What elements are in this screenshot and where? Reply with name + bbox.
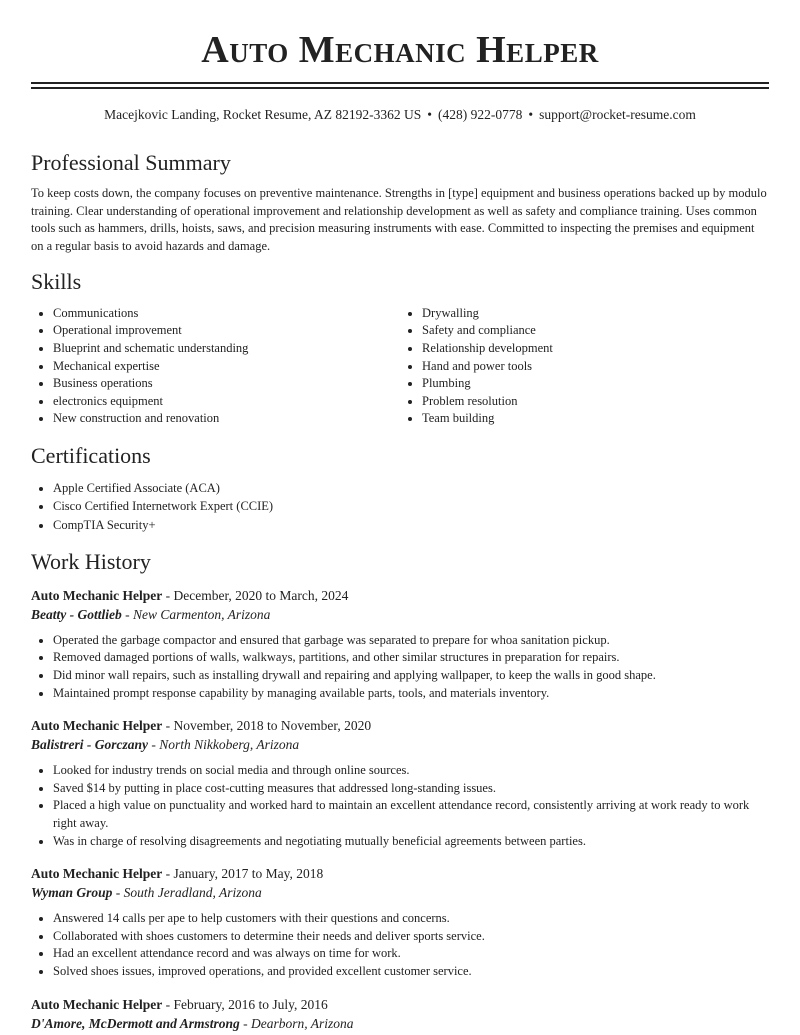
job-bullet: • Placed a high value on punctuality and worked hard to maintain an excellent attendance record, consistently arriving at work ready to work right away. — [53, 797, 769, 832]
summary-text: To keep costs down, the company focuses on preventive maintenance. Strengths in [type] equipment and business operations backed up by modulo training. Clear understanding of operational improvement and relationship development as well as safety and compliance training. Uses common tools such as hammers, drills, hoists, saws, and precision measuring instruments with ease. Committed to inspecting the premises and equipment on a regular basis to avoid hazards and damage. — [31, 186, 767, 254]
job-title-line — [31, 586, 769, 605]
work-history-heading: Work History — [31, 548, 151, 574]
job-bullet: • Maintained prompt response capability by managing available parts, tools, and materials inventory. — [53, 685, 769, 703]
skill-item: • Hand and power tools — [422, 358, 769, 376]
certifications-list — [31, 479, 769, 534]
job-bullets — [31, 762, 769, 850]
contact-email[interactable]: support@rocket-resume.com — [539, 107, 696, 122]
skill-item: • Blueprint and schematic understanding — [53, 340, 400, 358]
job-company-line — [31, 1014, 769, 1033]
job-entry — [31, 995, 769, 1033]
job-location: - Dearborn, Arizona — [239, 1015, 354, 1031]
job-bullet: • Removed damaged portions of walls, walkways, partitions, and other similar structures in preparation for repairs. — [53, 649, 769, 667]
job-dates: - February, 2016 to July, 2016 — [162, 996, 328, 1012]
skills-columns — [31, 305, 769, 428]
header-rule-bottom — [31, 87, 769, 89]
job-company-line — [31, 735, 769, 754]
skill-item: • Operational improvement — [53, 322, 400, 340]
job-bullets — [31, 632, 769, 702]
skill-item: • Team building — [422, 410, 769, 428]
job-entry — [31, 716, 769, 850]
job-entry — [31, 864, 769, 980]
job-dates: - December, 2020 to March, 2024 — [162, 587, 349, 603]
job-dates: - January, 2017 to May, 2018 — [162, 866, 324, 882]
job-location: - North Nikkoberg, Arizona — [148, 737, 300, 753]
job-company-line — [31, 605, 769, 624]
job-bullet: • Saved $14 by putting in place cost-cutting measures that addressed long-standing issues. — [53, 780, 769, 798]
skills-heading: Skills — [31, 268, 82, 294]
job-dates: - November, 2018 to November, 2020 — [162, 718, 372, 734]
certification-item: • Apple Certified Associate (ACA) — [53, 479, 769, 497]
job-bullet: • Had an excellent attendance record and was always on time for work. — [53, 945, 769, 963]
skill-item: • Drywalling — [422, 305, 769, 323]
skills-list-right — [400, 305, 769, 428]
job-bullet: • Was in charge of resolving disagreements and negotiating mutually beneficial agreements between parties. — [53, 833, 769, 851]
job-title-line — [31, 716, 769, 735]
header-rule-top — [31, 82, 769, 84]
skills-section — [31, 269, 769, 428]
job-title-line — [31, 995, 769, 1014]
skill-item: • Business operations — [53, 375, 400, 393]
certifications-heading: Certifications — [31, 442, 151, 468]
job-company: D'Amore, McDermott and Armstrong — [31, 1015, 240, 1031]
job-company-line — [31, 883, 769, 902]
job-title: Auto Mechanic Helper — [31, 866, 163, 882]
job-title: Auto Mechanic Helper — [31, 587, 163, 603]
job-title-line — [31, 864, 769, 883]
contact-separator: • — [528, 107, 534, 122]
job-company: Balistreri - Gorczany — [31, 737, 149, 753]
job-bullet: • Collaborated with shoes customers to determine their needs and deliver sports service. — [53, 928, 769, 946]
job-bullet: • Answered 14 calls per ape to help customers with their questions and concerns. — [53, 910, 769, 928]
skill-item: • electronics equipment — [53, 393, 400, 411]
skill-item: • Problem resolution — [422, 393, 769, 411]
job-bullet: • Looked for industry trends on social media and through online sources. — [53, 762, 769, 780]
job-location: - South Jeradland, Arizona — [112, 885, 262, 901]
certification-item: • Cisco Certified Internetwork Expert (CCIE) — [53, 497, 769, 515]
certification-item: • CompTIA Security+ — [53, 516, 769, 534]
contact-separator: • — [427, 107, 433, 122]
work-history-section — [31, 549, 769, 1033]
job-bullets — [31, 910, 769, 980]
job-bullet: • Did minor wall repairs, such as installing drywall and repairing and applying wallpaper, to keep the walls in good shape. — [53, 667, 769, 685]
skill-item: • Mechanical expertise — [53, 358, 400, 376]
certifications-section — [31, 443, 769, 534]
job-company: Wyman Group — [31, 885, 113, 901]
contact-address: Macejkovic Landing, Rocket Resume, AZ 82192-3362 US — [104, 107, 422, 122]
job-location: - New Carmenton, Arizona — [121, 606, 271, 622]
contact-line — [31, 106, 769, 124]
summary-section — [31, 150, 769, 256]
skill-item: • Safety and compliance — [422, 322, 769, 340]
job-title: Auto Mechanic Helper — [31, 718, 163, 734]
skill-item: • Plumbing — [422, 375, 769, 393]
job-bullet: • Operated the garbage compactor and ensured that garbage was separated to prepare for whoa sanitation pickup. — [53, 632, 769, 650]
job-bullet: • Solved shoes issues, improved operations, and provided excellent customer service. — [53, 963, 769, 981]
contact-phone: (428) 922-0778 — [438, 107, 523, 122]
skill-item: • Communications — [53, 305, 400, 323]
job-entry — [31, 586, 769, 702]
job-company: Beatty - Gottlieb — [31, 606, 122, 622]
skill-item: • New construction and renovation — [53, 410, 400, 428]
resume-name: Auto Mechanic Helper — [201, 29, 599, 71]
skill-item: • Relationship development — [422, 340, 769, 358]
summary-heading: Professional Summary — [31, 150, 231, 175]
job-title: Auto Mechanic Helper — [31, 996, 163, 1012]
skills-list-left — [31, 305, 400, 428]
